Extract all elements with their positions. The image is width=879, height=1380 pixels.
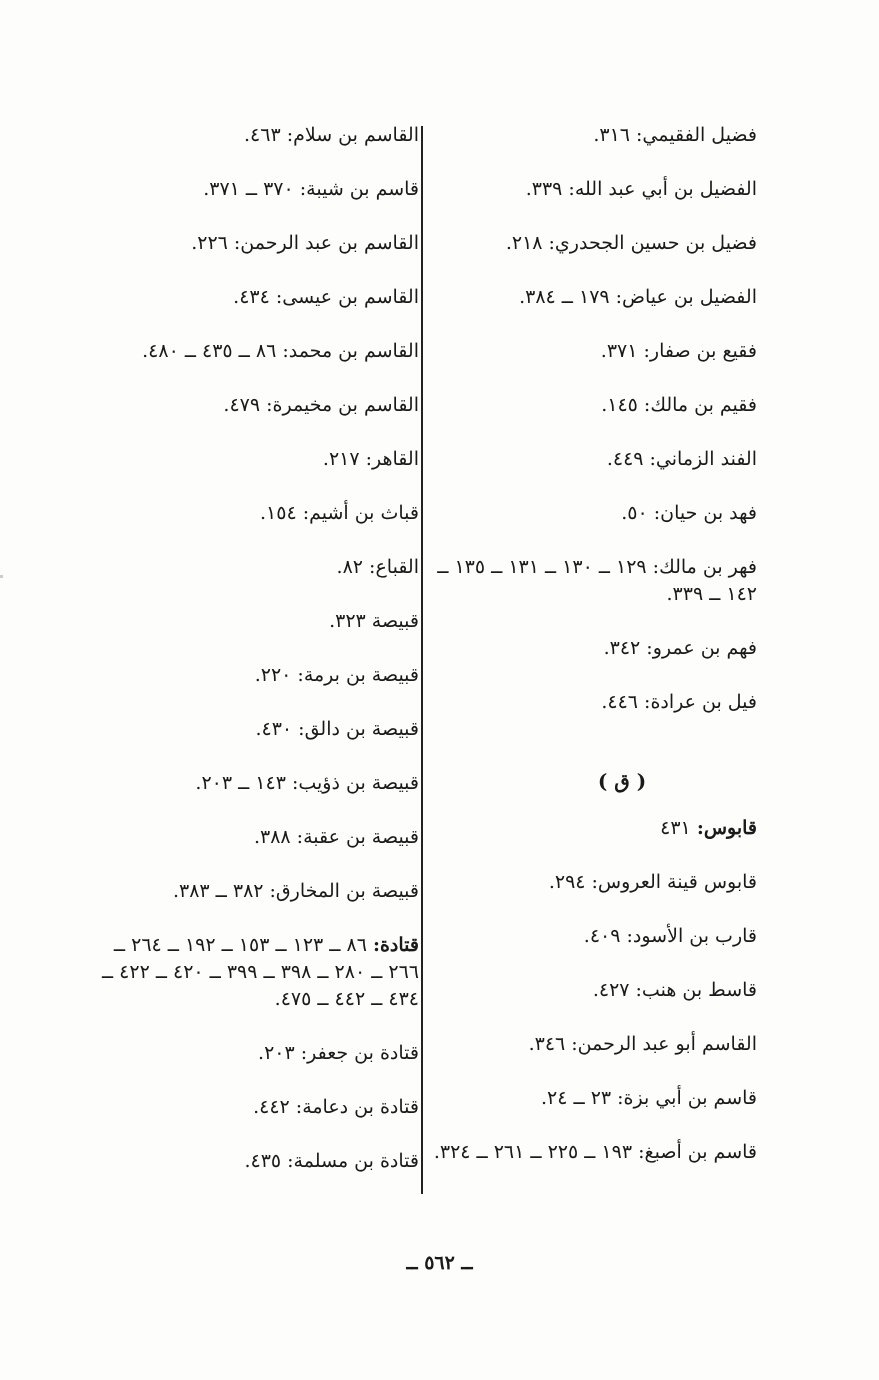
entry-text: القاسم بن عبد الرحمن: ٢٢٦. xyxy=(191,232,419,254)
index-entry: الفضيل بن أبي عبد الله: ٣٣٩. xyxy=(525,178,757,200)
index-entry xyxy=(97,554,419,581)
index-entry xyxy=(97,230,419,257)
index-entry: الفضيل بن عياض: ١٧٩ ــ ٣٨٤. xyxy=(519,286,757,308)
entry-text: قتادة بن مسلمة: ٤٣٥. xyxy=(244,1150,419,1172)
entry-text: قبيصة بن عقبة: ٣٨٨. xyxy=(253,826,419,848)
entry-head: قتادة: xyxy=(372,934,419,956)
scan-speck xyxy=(0,575,3,578)
index-entry xyxy=(97,176,419,203)
index-entry: فقيع بن صفار: ٣٧١. xyxy=(600,340,757,362)
index-entry: فضيل بن حسين الجحدري: ٢١٨. xyxy=(505,232,757,254)
entry-head: قابوس: xyxy=(696,817,757,839)
index-entry xyxy=(97,824,419,851)
index-entry xyxy=(97,1040,419,1067)
index-entry xyxy=(97,662,419,689)
entry-text: القاهر: ٢١٧. xyxy=(322,448,419,470)
index-entry xyxy=(97,1094,419,1121)
entry-text: قتادة بن دعامة: ٤٤٢. xyxy=(253,1096,419,1118)
entry-text: قتادة بن جعفر: ٢٠٣. xyxy=(258,1042,419,1064)
entry-text: قاسم بن أبي بزة: ٢٣ ــ ٢٤. xyxy=(541,1087,757,1109)
entry-text: قاسط بن هنب: ٤٢٧. xyxy=(592,979,757,1001)
left-column xyxy=(97,122,419,1202)
index-entry xyxy=(97,932,419,1013)
index-entry: فقيم بن مالك: ١٤٥. xyxy=(601,394,757,416)
entry-text: القاسم بن محمد: ٨٦ ــ ٤٣٥ ــ ٤٨٠. xyxy=(142,340,419,362)
index-entry xyxy=(427,815,757,842)
index-entry: الفند الزماني: ٤٤٩. xyxy=(606,448,757,470)
index-entry xyxy=(427,1085,757,1112)
index-entry: فضيل الفقيمي: ٣١٦. xyxy=(593,124,757,146)
index-entry xyxy=(427,923,757,950)
index-entry: فهم بن عمرو: ٣٤٢. xyxy=(603,637,757,659)
index-entry xyxy=(97,1148,419,1175)
entry-text: قاسم بن أصبغ: ١٩٣ ــ ٢٢٥ ــ ٢٦١ ــ ٣٢٤. xyxy=(433,1141,757,1163)
index-entry xyxy=(427,977,757,1004)
entry-text: القاسم بن مخيمرة: ٤٧٩. xyxy=(223,394,419,416)
entry-text: القاسم بن سلام: ٤٦٣. xyxy=(244,124,419,146)
index-entry: فيل بن عرادة: ٤٤٦. xyxy=(601,691,757,713)
entry-text: قبيصة بن برمة: ٢٢٠. xyxy=(254,664,419,686)
index-entry xyxy=(427,1031,757,1058)
entry-text: قبيصة بن المخارق: ٣٨٢ ــ ٣٨٣. xyxy=(172,880,419,902)
entry-text: قابوس قينة العروس: ٢٩٤. xyxy=(548,871,757,893)
index-entry xyxy=(97,500,419,527)
index-entry xyxy=(427,1139,757,1166)
entry-text: قبيصة بن دالق: ٤٣٠. xyxy=(255,718,419,740)
entry-text: قاسم بن شيبة: ٣٧٠ ــ ٣٧١. xyxy=(203,178,419,200)
index-entry xyxy=(97,122,419,149)
index-entry xyxy=(97,770,419,797)
index-entry xyxy=(97,608,419,635)
page-number: ــ ٥٦٢ ــ xyxy=(406,1252,473,1274)
entry-pages: ٤٣١ xyxy=(660,817,697,839)
entry-text: قبيصة ٣٢٣. xyxy=(329,610,419,632)
index-entry xyxy=(97,284,419,311)
column-divider xyxy=(421,126,423,1194)
index-entry xyxy=(97,392,419,419)
index-entry xyxy=(97,716,419,743)
index-entry xyxy=(97,446,419,473)
entry-pages: ٨٦ ــ ١٢٣ ــ ١٥٣ ــ ١٩٢ ــ ٢٦٤ ــ ٢٦٦ ــ ٢٨٠ ــ ٣٩٨ ــ ٣٩٩ ــ ٤٢٠ ــ ٤٢٢ ــ ٤٣٤ ــ ٤٤٢ ــ ٤٧٥. xyxy=(101,934,419,1010)
entry-text: القباع: ٨٢. xyxy=(336,556,419,578)
index-entry xyxy=(97,878,419,905)
index-entry xyxy=(97,338,419,365)
entry-text: القاسم بن عيسى: ٤٣٤. xyxy=(233,286,419,308)
entry-text: قباث بن أشيم: ١٥٤. xyxy=(259,502,419,524)
index-entry: فهد بن حيان: ٥٠. xyxy=(621,502,757,524)
index-entry xyxy=(427,869,757,896)
entry-text: قبيصة بن ذؤيب: ١٤٣ ــ ٢٠٣. xyxy=(195,772,419,794)
section-heading: ( ق ) xyxy=(597,769,647,793)
right-column xyxy=(427,122,757,1193)
index-entry: فهر بن مالك: ١٢٩ ــ ١٣٠ ــ ١٣١ ــ ١٣٥ ــ ١٤٢ ــ ٣٣٩. xyxy=(437,556,757,605)
entry-text: قارب بن الأسود: ٤٠٩. xyxy=(583,925,757,947)
entry-text: القاسم أبو عبد الرحمن: ٣٤٦. xyxy=(528,1033,757,1055)
